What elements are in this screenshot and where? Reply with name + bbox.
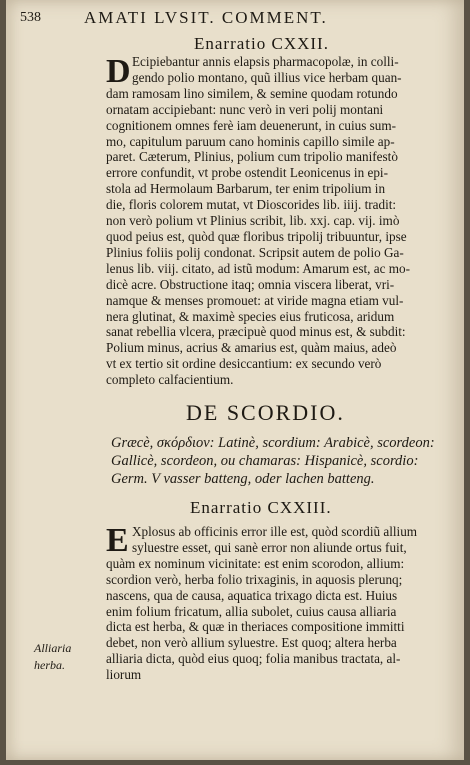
- book-page: [6, 0, 464, 760]
- text-line: dam ramosam lino similem, & semine quodam rotundo: [106, 85, 398, 101]
- text-line: cognitionem omnes ferè iam deuenerunt, in cuius sum-: [106, 117, 397, 133]
- text-line: paret. Cæterum, Plinius, polium cum tripolio manifestò: [106, 149, 398, 165]
- text-line: dicta est herba, & quæ in theriaces compositione immitti: [106, 619, 405, 635]
- margin-note-line: herba.: [34, 658, 65, 672]
- text-line: gendo polio montano, quũ illius vice herbam quan-: [132, 69, 402, 85]
- page-number: 538: [20, 10, 41, 25]
- text-line: quàm ex nominum vicinitate: est enim scorodon, allium:: [106, 555, 405, 571]
- section-heading-cxxiii: Enarratio CXXIII.: [190, 498, 332, 517]
- text-line: syluestre esset, qui sanè error non aliunde ortus fuit,: [132, 539, 407, 555]
- text-line: sanat rebellia vlcera, præcipuè quod minus est, & subdit:: [106, 324, 406, 340]
- running-title: AMATI LVSIT. COMMENT.: [84, 8, 328, 27]
- margin-note: [34, 640, 71, 674]
- section-1-text: [106, 54, 452, 388]
- text-line: lenus lib. viij. citato, ad istũ modum: Amarum est, ac mo-: [106, 260, 411, 276]
- text-line: enim folium fricatum, allia subolet, cuius causa alliaria: [106, 603, 397, 619]
- text-line: vt ex tertio sit ordine desiccantium: ex secundo verò: [106, 356, 382, 372]
- synonym-line: Gallicè, scordeon, ou chamaras: Hispanicè, scordio:: [111, 453, 419, 469]
- synonym-line: Græcè, σκόρδιον: Latinè, scordium: Arabicè, scordeon:: [111, 435, 435, 451]
- section-heading-cxxii: Enarratio CXXII.: [194, 34, 329, 53]
- text-line: namque & menses promouet: at viride magna etiam vul-: [106, 292, 404, 308]
- synonyms-block: [111, 434, 456, 488]
- text-line: Xplosus ab officinis error ille est, quòd scordiũ allium: [132, 524, 418, 539]
- text-line: Ecipiebantur annis elapsis pharmacopolæ, in colli-: [132, 54, 399, 69]
- text-line: Plinius foliis polij condonat. Scripsit autem de polio Ga-: [106, 244, 404, 260]
- text-line: ornatam accipiebant: nunc verò in veri polij montani: [106, 101, 384, 117]
- text-line: scordion verò, herba folio trixaginis, in aquosis plerunq;: [106, 571, 403, 587]
- text-line: liorum: [106, 667, 142, 683]
- chapter-title-de-scordio: DE SCORDIO.: [186, 400, 345, 425]
- synonym-line: Germ. V vasser batteng, oder lachen batteng.: [111, 471, 375, 487]
- text-line: quod peius est, quòd quæ floribus tripolij tribuuntur, ipse: [106, 228, 407, 244]
- text-line: non verò polium vt Plinius scribit, lib. xxj. cap. vij. imò: [106, 213, 400, 229]
- drop-cap-e: E: [106, 522, 129, 559]
- text-line: nascens, qua de causa, aquatica trixago dicta est. Huius: [106, 587, 398, 603]
- text-line: stola ad Hermolaum Barbarum, ter enim tripolium in: [106, 181, 386, 197]
- text-line: dicè acre. Obstructione itaq; omnia viscera liberat, vri-: [106, 276, 395, 292]
- margin-note-line: Alliaria: [34, 641, 72, 655]
- section-2-text: [106, 524, 452, 683]
- page-header: [20, 8, 460, 30]
- text-line: nera glutinat, & maximè species eius fruticosa, aridum: [106, 308, 395, 324]
- text-line: die, floris colorem mutat, vt Dioscorides lib. iiij. tradit:: [106, 197, 397, 213]
- text-line: mo, capitulum paruum cano hominis capillo simile ap-: [106, 133, 395, 149]
- text-line: alliaria dicta, quòd eius quoq; folia manibus tractata, al-: [106, 651, 401, 667]
- text-line: errore confundit, vt probe ostendit Leonicenus in epi-: [106, 165, 388, 181]
- text-line: debet, non verò allium syluestre. Est quoq; altera herba: [106, 635, 397, 651]
- text-line: Polium minus, acrius & amarius est, quàm maius, adeò: [106, 340, 397, 356]
- text-line: completo calfacientium.: [106, 372, 234, 388]
- drop-cap-d: D: [106, 53, 131, 90]
